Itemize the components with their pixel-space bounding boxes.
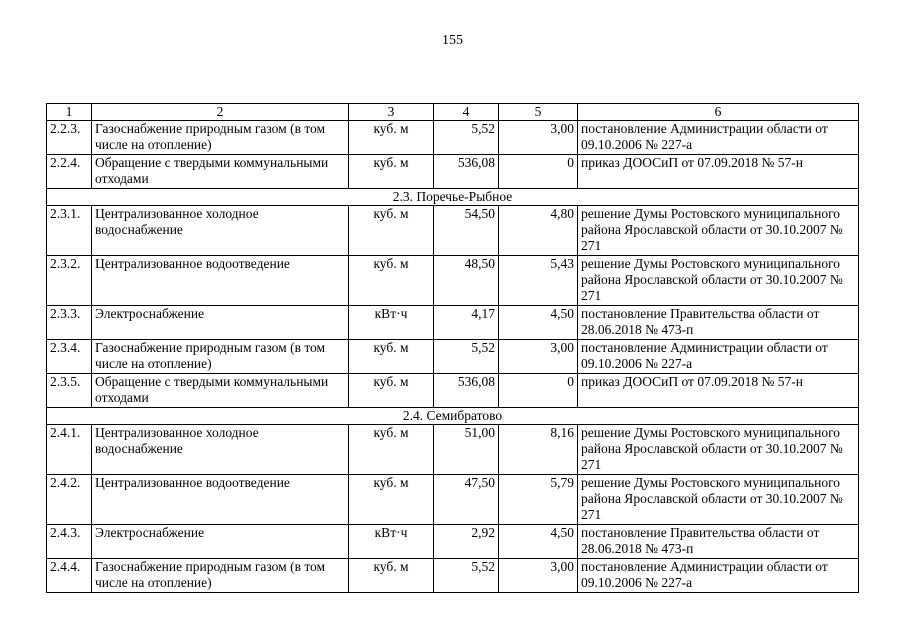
unit: куб. м xyxy=(349,155,434,189)
unit: куб. м xyxy=(349,475,434,525)
column-header: 5 xyxy=(499,104,578,121)
row-number: 2.3.5. xyxy=(47,374,92,408)
row-number: 2.3.3. xyxy=(47,306,92,340)
legal-document: постановление Администрации области от 09.10.2006 № 227-а xyxy=(578,559,859,593)
row-number: 2.3.4. xyxy=(47,340,92,374)
unit: куб. м xyxy=(349,121,434,155)
service-name: Централизованное холодное водоснабжение xyxy=(92,206,349,256)
table-row xyxy=(47,121,859,155)
value-col-5: 3,00 xyxy=(499,121,578,155)
table-row xyxy=(47,425,859,475)
value-col-5: 4,50 xyxy=(499,525,578,559)
unit: кВт·ч xyxy=(349,306,434,340)
unit: куб. м xyxy=(349,206,434,256)
service-name: Обращение с твердыми коммунальными отходами xyxy=(92,374,349,408)
table-row xyxy=(47,206,859,256)
column-header: 6 xyxy=(578,104,859,121)
legal-document: решение Думы Ростовского муниципального района Ярославской области от 30.10.2007 № 271 xyxy=(578,475,859,525)
service-name: Централизованное водоотведение xyxy=(92,475,349,525)
service-name: Электроснабжение xyxy=(92,306,349,340)
value-col-4: 5,52 xyxy=(434,121,499,155)
service-name: Электроснабжение xyxy=(92,525,349,559)
service-name: Газоснабжение природным газом (в том числе на отопление) xyxy=(92,121,349,155)
service-name: Обращение с твердыми коммунальными отходами xyxy=(92,155,349,189)
section-row xyxy=(47,408,859,425)
unit: куб. м xyxy=(349,559,434,593)
row-number: 2.3.1. xyxy=(47,206,92,256)
table-row xyxy=(47,475,859,525)
section-title: 2.3. Поречье-Рыбное xyxy=(47,189,859,206)
value-col-5: 3,00 xyxy=(499,559,578,593)
table-row xyxy=(47,374,859,408)
value-col-4: 4,17 xyxy=(434,306,499,340)
value-col-4: 2,92 xyxy=(434,525,499,559)
value-col-5: 0 xyxy=(499,155,578,189)
legal-document: приказ ДООСиП от 07.09.2018 № 57-н xyxy=(578,155,859,189)
value-col-5: 8,16 xyxy=(499,425,578,475)
column-header: 3 xyxy=(349,104,434,121)
table-row xyxy=(47,525,859,559)
column-header: 4 xyxy=(434,104,499,121)
table-row xyxy=(47,559,859,593)
legal-document: решение Думы Ростовского муниципального района Ярославской области от 30.10.2007 № 271 xyxy=(578,256,859,306)
value-col-4: 47,50 xyxy=(434,475,499,525)
legal-document: постановление Администрации области от 09.10.2006 № 227-а xyxy=(578,121,859,155)
value-col-4: 5,52 xyxy=(434,559,499,593)
row-number: 2.3.2. xyxy=(47,256,92,306)
unit: куб. м xyxy=(349,256,434,306)
table-header-row xyxy=(47,104,859,121)
row-number: 2.2.3. xyxy=(47,121,92,155)
section-row xyxy=(47,189,859,206)
value-col-5: 3,00 xyxy=(499,340,578,374)
value-col-4: 51,00 xyxy=(434,425,499,475)
unit: куб. м xyxy=(349,340,434,374)
page-number: 155 xyxy=(442,33,463,48)
row-number: 2.4.1. xyxy=(47,425,92,475)
value-col-4: 54,50 xyxy=(434,206,499,256)
column-header: 1 xyxy=(47,104,92,121)
table-row xyxy=(47,306,859,340)
unit: куб. м xyxy=(349,425,434,475)
table-row xyxy=(47,340,859,374)
value-col-5: 4,50 xyxy=(499,306,578,340)
value-col-5: 4,80 xyxy=(499,206,578,256)
unit: куб. м xyxy=(349,374,434,408)
service-name: Газоснабжение природным газом (в том числе на отопление) xyxy=(92,559,349,593)
value-col-5: 0 xyxy=(499,374,578,408)
legal-document: решение Думы Ростовского муниципального района Ярославской области от 30.10.2007 № 271 xyxy=(578,206,859,256)
value-col-4: 536,08 xyxy=(434,374,499,408)
column-header: 2 xyxy=(92,104,349,121)
value-col-4: 536,08 xyxy=(434,155,499,189)
row-number: 2.4.3. xyxy=(47,525,92,559)
unit: кВт·ч xyxy=(349,525,434,559)
value-col-4: 48,50 xyxy=(434,256,499,306)
legal-document: приказ ДООСиП от 07.09.2018 № 57-н xyxy=(578,374,859,408)
service-name: Централизованное холодное водоснабжение xyxy=(92,425,349,475)
legal-document: постановление Правительства области от 28.06.2018 № 473-п xyxy=(578,525,859,559)
legal-document: решение Думы Ростовского муниципального района Ярославской области от 30.10.2007 № 271 xyxy=(578,425,859,475)
value-col-4: 5,52 xyxy=(434,340,499,374)
tariff-table xyxy=(46,103,859,593)
legal-document: постановление Администрации области от 09.10.2006 № 227-а xyxy=(578,340,859,374)
legal-document: постановление Правительства области от 28.06.2018 № 473-п xyxy=(578,306,859,340)
row-number: 2.4.2. xyxy=(47,475,92,525)
table-row xyxy=(47,155,859,189)
value-col-5: 5,43 xyxy=(499,256,578,306)
service-name: Централизованное водоотведение xyxy=(92,256,349,306)
table-row xyxy=(47,256,859,306)
row-number: 2.2.4. xyxy=(47,155,92,189)
value-col-5: 5,79 xyxy=(499,475,578,525)
service-name: Газоснабжение природным газом (в том числе на отопление) xyxy=(92,340,349,374)
section-title: 2.4. Семибратово xyxy=(47,408,859,425)
row-number: 2.4.4. xyxy=(47,559,92,593)
